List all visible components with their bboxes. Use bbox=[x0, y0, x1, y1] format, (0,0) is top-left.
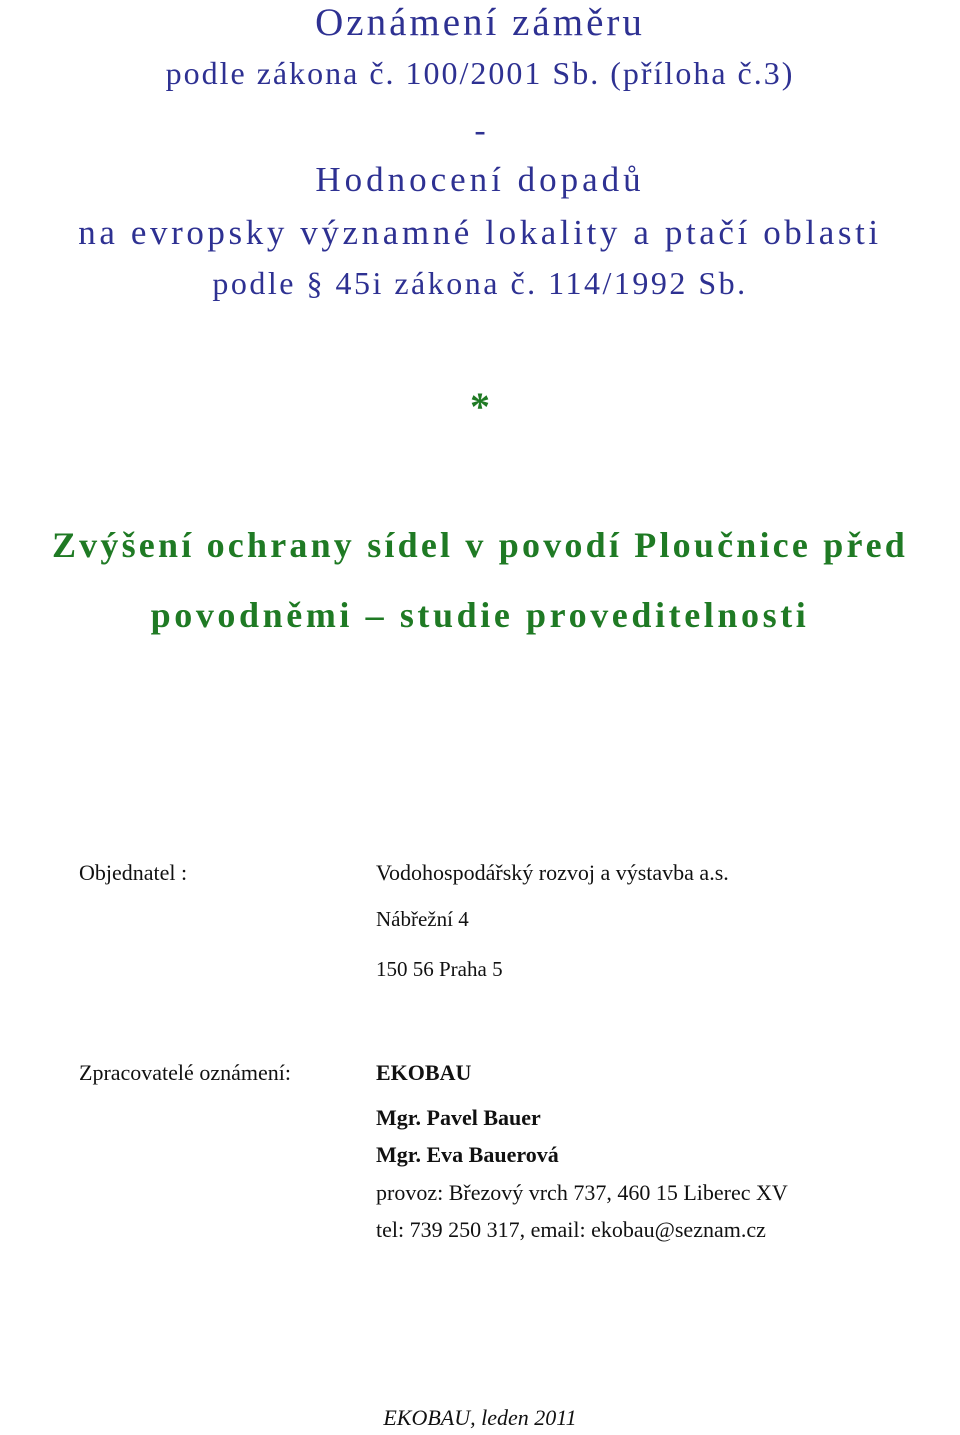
client-street: Nábřežní 4 bbox=[376, 907, 469, 931]
document-subtitle: podle zákona č. 100/2001 Sb. (příloha č.3) bbox=[165, 55, 795, 91]
section-title: Hodnocení dopadů bbox=[315, 160, 645, 199]
processor-person-2: Mgr. Eva Bauerová bbox=[376, 1142, 559, 1167]
footer-note: EKOBAU, leden 2011 bbox=[383, 1405, 577, 1430]
project-title-line2: povodněmi – studie proveditelnosti bbox=[150, 595, 810, 635]
section-subtitle: na evropsky významné lokality a ptačí oblasti bbox=[78, 213, 882, 252]
processor-label: Zpracovatelé oznámení: bbox=[79, 1060, 291, 1085]
client-label: Objednatel : bbox=[79, 860, 188, 885]
client-name: Vodohospodářský rozvoj a výstavba a.s. bbox=[376, 860, 729, 885]
document-title: Oznámení záměru bbox=[315, 1, 645, 44]
processor-company: EKOBAU bbox=[376, 1060, 472, 1085]
client-city: 150 56 Praha 5 bbox=[376, 957, 503, 981]
processor-person-1: Mgr. Pavel Bauer bbox=[376, 1105, 541, 1130]
dash-separator: - bbox=[474, 112, 486, 149]
processor-address: provoz: Březový vrch 737, 460 15 Liberec XV bbox=[376, 1180, 788, 1205]
star-separator: * bbox=[470, 384, 490, 429]
section-law: podle § 45i zákona č. 114/1992 Sb. bbox=[212, 265, 748, 301]
processor-contact: tel: 739 250 317, email: ekobau@seznam.cz bbox=[376, 1217, 766, 1242]
project-title-line1: Zvýšení ochrany sídel v povodí Ploučnice před bbox=[51, 525, 909, 565]
